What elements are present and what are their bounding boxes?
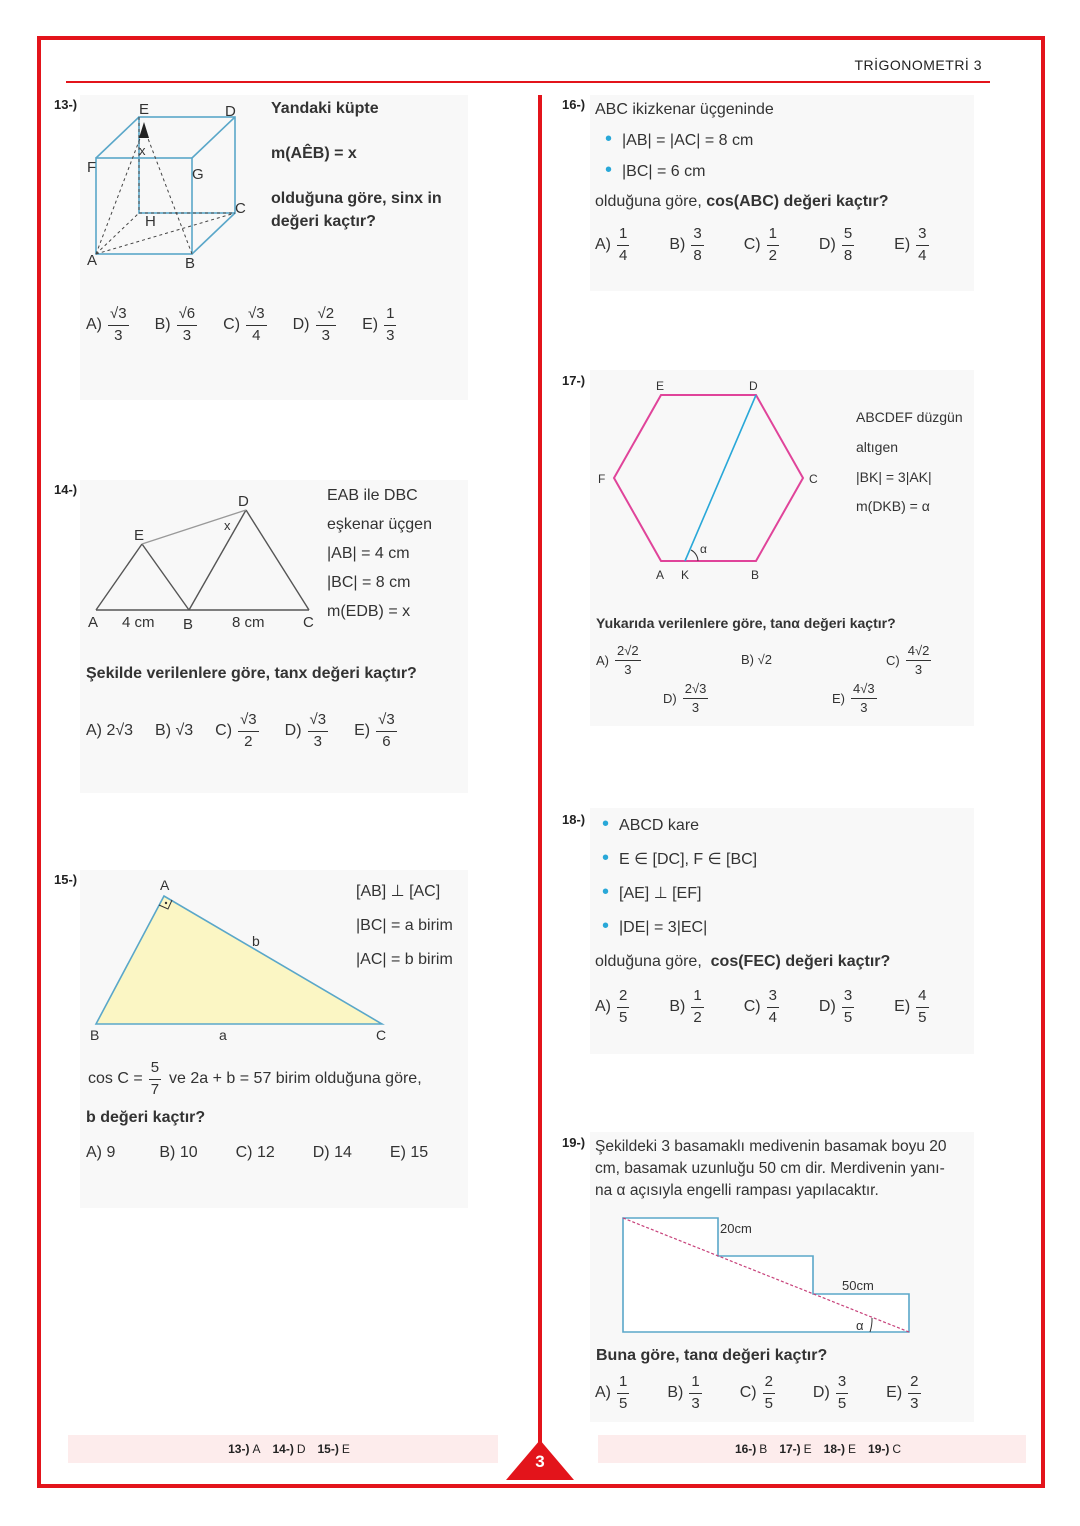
q13-text-4: değeri kaçtır? <box>271 213 376 230</box>
q18-question: olduğuna göre, cos(FEC) değeri kaçtır? <box>595 953 891 970</box>
q13-text-3: olduğuna göre, sinx in <box>271 190 442 207</box>
tri-label-c: C <box>303 614 314 631</box>
q16-question: olduğuna göre, cos(ABC) değeri kaçtır? <box>595 193 889 210</box>
q14-given-2: eşkenar üçgen <box>327 516 432 533</box>
q18-bullet-3: • [AE] ⊥ [EF] <box>602 881 701 904</box>
q18-option-a[interactable]: A) $\frac{2}{5}$ <box>595 987 628 1026</box>
q15-option-b[interactable]: B) 10 <box>159 1144 198 1161</box>
q14-given-4: |BC| = 8 cm <box>327 574 411 591</box>
cube-label-h: H <box>145 213 156 230</box>
q17-given-4: m(DKB) = α <box>856 498 930 514</box>
q13-option-a[interactable]: A) $\frac{√3}{3}$ <box>86 305 127 344</box>
q14-option-d[interactable]: D) $\frac{√3}{3}$ <box>284 711 327 750</box>
rt-label-a: A <box>160 877 170 893</box>
question-number-18: 18-) <box>562 812 586 827</box>
stairs-height-label: 20cm <box>720 1221 752 1236</box>
q19-question: Buna göre, tanα değeri kaçtır? <box>596 1347 828 1364</box>
q18-option-c[interactable]: C) $\frac{3}{4}$ <box>743 987 777 1026</box>
hexagon-figure <box>594 374 834 590</box>
q19-options <box>595 1374 947 1412</box>
q15-options <box>86 1144 454 1162</box>
q15-question: b değeri kaçtır? <box>86 1109 206 1126</box>
cube-label-a: A <box>87 252 98 269</box>
q19-option-c[interactable]: C) $\frac{2}{5}$ <box>739 1373 773 1412</box>
rt-side-b: b <box>252 933 260 949</box>
rt-side-a: a <box>219 1027 227 1043</box>
tri-angle-x: x <box>224 518 231 533</box>
cube-label-g: G <box>192 166 204 183</box>
q14-option-b[interactable]: B) √3 <box>155 722 194 739</box>
stairs-angle-alpha: α <box>856 1318 864 1333</box>
q18-bullet-2: • E ∈ [DC], F ∈ [BC] <box>602 847 757 870</box>
q17-given-3: |BK| = 3|AK| <box>856 469 932 485</box>
cube-label-f: F <box>87 159 97 176</box>
q18-option-b[interactable]: B) $\frac{1}{2}$ <box>669 987 702 1026</box>
q16-title: ABC ikizkenar üçgeninde <box>595 101 774 118</box>
q13-option-d[interactable]: D) $\frac{√2}{3}$ <box>292 305 335 344</box>
q17-given-1: ABCDEF düzgün <box>856 409 963 425</box>
hex-label-b: B <box>751 568 760 582</box>
answer-key-right: 16-) B 17-) E 18-) E 19-) C <box>598 1435 1026 1463</box>
q15-given-1: [AB] ⊥ [AC] <box>356 883 441 900</box>
question-number-13: 13-) <box>54 97 78 112</box>
tri-label-d: D <box>238 493 249 510</box>
q17-option-d[interactable]: D) $\frac{2√3}{3}$ <box>663 681 707 716</box>
q13-text-2: m(AÊB) = x <box>271 145 357 162</box>
q14-given-5: m(EDB) = x <box>327 603 411 620</box>
q19-text-1: Şekildeki 3 basamaklı medivenin basamak boyu 20 <box>595 1138 947 1155</box>
hex-label-a: A <box>656 568 665 582</box>
q16-option-e[interactable]: E) $\frac{3}{4}$ <box>894 225 927 264</box>
q17-option-e[interactable]: E) $\frac{4√3}{3}$ <box>832 681 875 716</box>
question-number-17: 17-) <box>562 373 586 388</box>
q19-option-b[interactable]: B) $\frac{1}{3}$ <box>667 1373 700 1412</box>
hex-label-k: K <box>681 568 690 582</box>
answer-key-left: 13-) A 14-) D 15-) E <box>68 1435 498 1463</box>
q15-given-3: |AC| = b birim <box>356 951 453 968</box>
q14-options <box>86 712 423 750</box>
q13-option-c[interactable]: C) $\frac{√3}{4}$ <box>223 305 265 344</box>
q17-option-a[interactable]: A) $\frac{2√2}{3}$ <box>596 643 639 678</box>
q17-option-c[interactable]: C) $\frac{4√2}{3}$ <box>886 643 930 678</box>
rt-label-c: C <box>376 1027 387 1043</box>
q16-options <box>595 226 955 264</box>
page-number: 3 <box>535 1452 545 1471</box>
q16-option-a[interactable]: A) $\frac{1}{4}$ <box>595 225 628 264</box>
header-title: TRİGONOMETRİ 3 <box>854 57 982 73</box>
header-rule <box>66 81 990 83</box>
stairs-figure <box>620 1214 920 1339</box>
q18-bullet-1: • ABCD kare <box>602 813 699 836</box>
q15-option-e[interactable]: E) 15 <box>389 1144 429 1161</box>
tri-label-b: B <box>183 616 194 633</box>
q17-option-b[interactable]: B) √2 <box>741 652 772 667</box>
question-number-16: 16-) <box>562 97 586 112</box>
cube-label-d: D <box>225 103 236 120</box>
q19-text-2: cm, basamak uzunluğu 50 cm dir. Merdivenin yanı- <box>595 1160 945 1177</box>
q13-text-1: Yandaki küpte <box>271 100 379 117</box>
question-number-19: 19-) <box>562 1135 586 1150</box>
tri-length-bc: 8 cm <box>232 614 265 631</box>
rt-label-b: B <box>90 1027 100 1043</box>
cube-figure <box>84 100 264 275</box>
q13-options <box>86 306 422 344</box>
hex-label-e: E <box>656 379 665 393</box>
column-divider <box>538 95 542 1455</box>
q14-option-e[interactable]: E) $\frac{√3}{6}$ <box>354 711 395 750</box>
q16-option-b[interactable]: B) $\frac{3}{8}$ <box>669 225 702 264</box>
hex-label-f: F <box>598 472 606 486</box>
cube-label-c: C <box>235 200 246 217</box>
q19-option-a[interactable]: A) $\frac{1}{5}$ <box>595 1373 628 1412</box>
q17-given-2: altıgen <box>856 439 899 455</box>
q15-given-2: |BC| = a birim <box>356 917 453 934</box>
hex-label-c: C <box>809 472 818 486</box>
q14-option-c[interactable]: C) $\frac{√3}{2}$ <box>215 711 257 750</box>
q17-question: Yukarıda verilenlere göre, tanα değeri kaçtır? <box>596 615 896 631</box>
triangles-figure <box>84 488 324 638</box>
q15-option-c[interactable]: C) 12 <box>235 1144 275 1161</box>
q18-option-d[interactable]: D) $\frac{3}{5}$ <box>818 987 853 1026</box>
q14-question: Şekilde verilenlere göre, tanx değeri kaçtır? <box>86 665 417 682</box>
q16-option-d[interactable]: D) $\frac{5}{8}$ <box>818 225 853 264</box>
cube-label-b: B <box>185 255 196 272</box>
tri-label-e: E <box>134 527 145 544</box>
q19-option-d[interactable]: D) $\frac{3}{5}$ <box>812 1373 847 1412</box>
q14-given-3: |AB| = 4 cm <box>327 545 410 562</box>
stairs-width-label: 50cm <box>842 1278 874 1293</box>
question-number-15: 15-) <box>54 872 78 887</box>
q18-options <box>595 988 955 1026</box>
q15-option-a[interactable]: A) 9 <box>86 1144 116 1161</box>
cube-angle-x: x <box>139 143 146 158</box>
q14-given-1: EAB ile DBC <box>327 487 418 504</box>
tri-length-ab: 4 cm <box>122 614 155 631</box>
q13-option-b[interactable]: B) $\frac{√6}{3}$ <box>154 305 196 344</box>
q19-option-e[interactable]: E) $\frac{2}{3}$ <box>886 1373 919 1412</box>
q15-condition: cos C = $\frac{5}{7}$ ve 2a + b = 57 birim olduğuna göre, <box>88 1059 422 1098</box>
q15-option-d[interactable]: D) 14 <box>312 1144 352 1161</box>
q13-option-e[interactable]: E) $\frac{1}{3}$ <box>362 305 395 344</box>
q18-option-e[interactable]: E) $\frac{4}{5}$ <box>894 987 927 1026</box>
q14-option-a[interactable]: A) 2√3 <box>86 722 134 739</box>
hex-label-d: D <box>749 379 758 393</box>
hex-angle-alpha: α <box>700 542 707 556</box>
q16-bullet-1: • |AB| = |AC| = 8 cm <box>605 128 753 151</box>
q18-bullet-4: • |DE| = 3|EC| <box>602 915 707 938</box>
question-number-14: 14-) <box>54 482 78 497</box>
cube-label-e: E <box>139 101 150 118</box>
tri-label-a: A <box>88 614 99 631</box>
q16-bullet-2: • |BC| = 6 cm <box>605 159 705 182</box>
q16-option-c[interactable]: C) $\frac{1}{2}$ <box>743 225 777 264</box>
q19-text-3: na α açısıyla engelli rampası yapılacaktır. <box>595 1182 879 1199</box>
